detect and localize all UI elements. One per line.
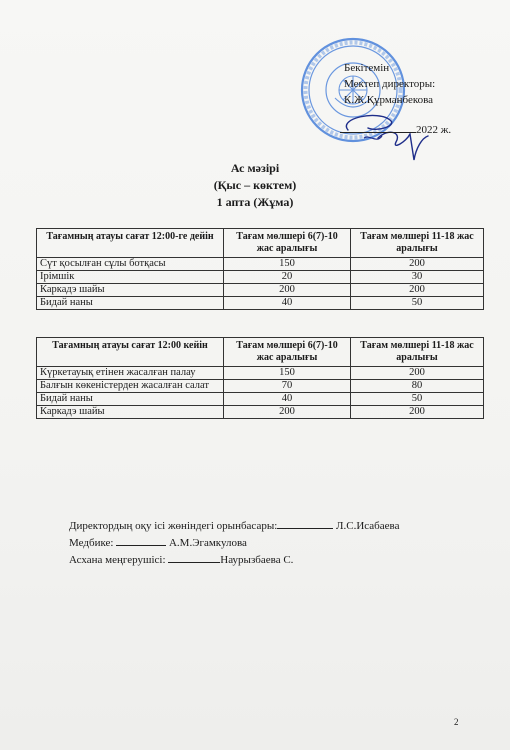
table-row — [37, 380, 484, 393]
signature-line — [116, 545, 166, 546]
signer-canteen-head — [69, 552, 399, 569]
signers-block — [69, 518, 399, 569]
dish-name: Бидай наны — [37, 297, 224, 310]
portion-11-18: 50 — [351, 297, 484, 310]
table-row — [37, 393, 484, 406]
title-line-2: (Қыс – көктем) — [213, 178, 297, 192]
header-dish: Тағамның атауы сағат 12:00 кейін — [37, 338, 224, 367]
header-portion-6-10: Тағам мөлшері 6(7)-10 жас аралығы — [224, 338, 351, 367]
approval-word: Бекітемін — [344, 62, 390, 74]
dish-name: Каркадэ шайы — [37, 284, 224, 297]
header-portion-6-10: Тағам мөлшері 6(7)-10 жас аралығы — [224, 229, 351, 258]
approval-date-suffix: 2022 ж. — [416, 124, 452, 136]
dish-name: Каркадэ шайы — [37, 406, 224, 419]
table-row — [37, 271, 484, 284]
header-portion-11-18: Тағам мөлшері 11-18 жас аралығы — [351, 338, 484, 367]
portion-11-18: 200 — [351, 258, 484, 271]
portion-6-10: 40 — [224, 297, 351, 310]
header-dish: Тағамның атауы сағат 12:00-ге дейін — [37, 229, 224, 258]
portion-11-18: 30 — [351, 271, 484, 284]
signer-name: Наурызбаева С. — [220, 554, 294, 566]
dish-name: Ірімшік — [37, 271, 224, 284]
table-row — [37, 258, 484, 271]
menu-table-after-noon — [36, 337, 484, 419]
signer-role: Медбике: — [69, 537, 114, 549]
portion-6-10: 200 — [224, 406, 351, 419]
approval-date — [340, 122, 451, 138]
menu-table-before-noon — [36, 228, 484, 310]
portion-11-18: 200 — [351, 367, 484, 380]
signature-line — [168, 562, 220, 563]
portion-11-18: 80 — [351, 380, 484, 393]
portion-6-10: 200 — [224, 284, 351, 297]
approval-block — [344, 60, 451, 138]
portion-11-18: 200 — [351, 284, 484, 297]
signer-deputy-director — [69, 518, 399, 535]
portion-11-18: 200 — [351, 406, 484, 419]
table-row — [37, 284, 484, 297]
table-row — [37, 297, 484, 310]
page-number: 2 — [454, 717, 459, 727]
portion-6-10: 150 — [224, 258, 351, 271]
table-header-row — [37, 338, 484, 367]
dish-name: Балғын көкеністерден жасалған салат — [37, 380, 224, 393]
dish-name: Күркетауық етінен жасалған палау — [37, 367, 224, 380]
portion-6-10: 70 — [224, 380, 351, 393]
title-line-3: 1 апта (Жұма) — [216, 195, 294, 209]
approval-name: К.Ж.Құрманбекова — [344, 94, 434, 106]
portion-6-10: 150 — [224, 367, 351, 380]
signer-name: А.М.Эгамкулова — [168, 537, 247, 549]
header-portion-11-18: Тағам мөлшері 11-18 жас аралығы — [351, 229, 484, 258]
dish-name: Бидай наны — [37, 393, 224, 406]
signature-line — [277, 528, 333, 529]
signer-role: Асхана меңгерушісі: — [69, 554, 166, 566]
menu-title — [0, 160, 510, 211]
signer-nurse — [69, 535, 399, 552]
dish-name: Сүт қосылған сұлы ботқасы — [37, 258, 224, 271]
table-header-row — [37, 229, 484, 258]
table-row — [37, 367, 484, 380]
portion-11-18: 50 — [351, 393, 484, 406]
title-line-1: Ас мәзірі — [230, 161, 280, 175]
portion-6-10: 40 — [224, 393, 351, 406]
signer-role: Директордың оқу ісі жөніндегі орынбасары: — [69, 520, 278, 532]
approval-position: Мектеп директоры: — [344, 78, 436, 90]
portion-6-10: 20 — [224, 271, 351, 284]
signer-name: Л.С.Исабаева — [336, 520, 400, 532]
table-row — [37, 406, 484, 419]
